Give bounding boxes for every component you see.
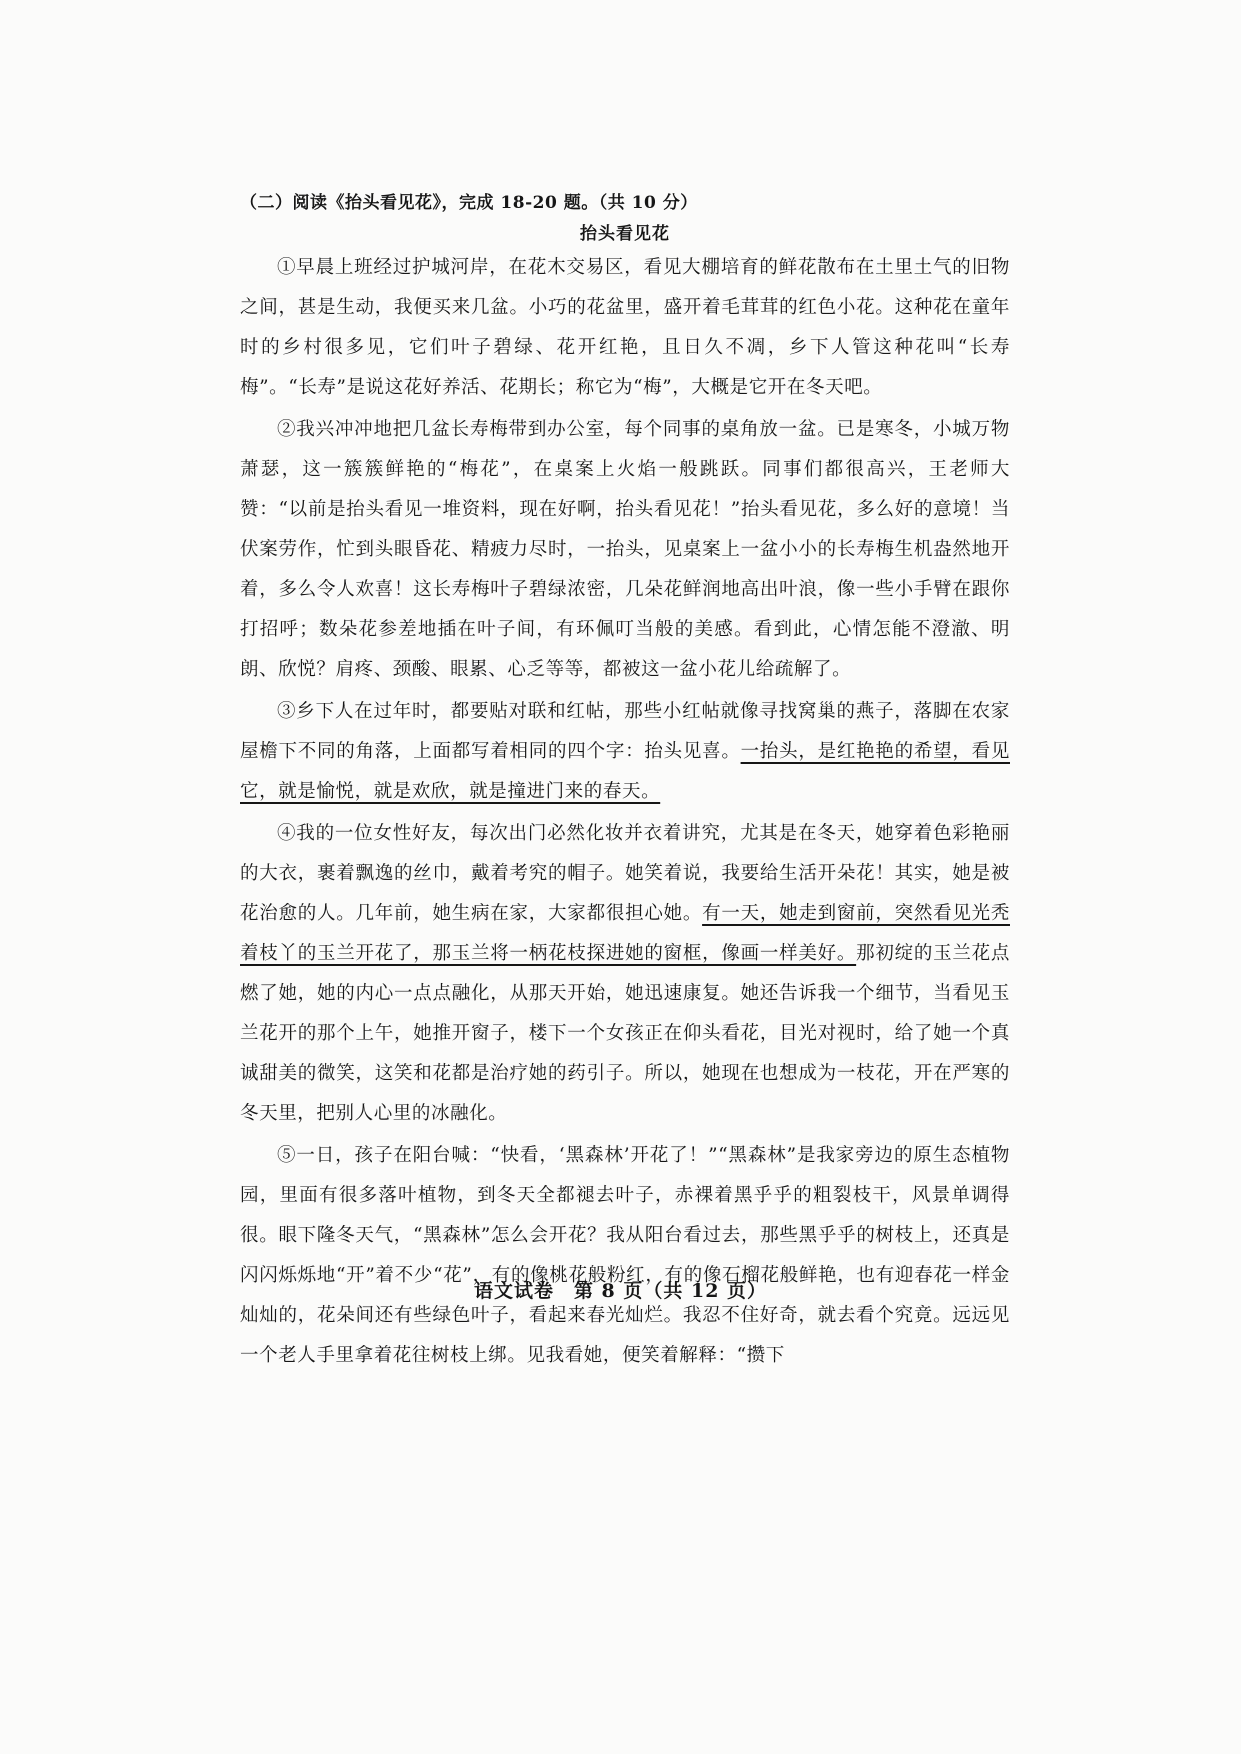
paragraph-3 [240,692,1010,812]
paragraph-1 [240,248,1010,408]
paragraph-text: ④我的一位女性好友，每次出门必然化妆并衣着讲究，尤其是在冬天，她穿着色彩艳丽的大衣，裹着飘逸的丝巾，戴着考究的帽子。她笑着说，我要给生活开朵花！其实，她是被花治愈的人。几年前，她生病在家，大家都很担心她。 [240,823,1010,924]
paragraph-4 [240,814,1010,1134]
paragraph-2 [240,410,1010,690]
paragraph-text: 那初绽的玉兰花点燃了她，她的内心一点点融化，从那天开始，她迅速康复。她还告诉我一个细节，当看见玉兰花开的那个上午，她推开窗子，楼下一个女孩正在仰头看花，目光对视时，给了她一个真诚甜美的微笑，这笑和花都是治疗她的药引子。所以，她现在也想成为一枝花，开在严寒的冬天里，把别人心里的冰融化。 [240,943,1010,1124]
paragraph-text: ①早晨上班经过护城河岸，在花木交易区，看见大棚培育的鲜花散布在土里土气的旧物之间，甚是生动，我便买来几盆。小巧的花盆里，盛开着毛茸茸的红色小花。这种花在童年时的乡村很多见，它们叶子碧绿、花开红艳，且日久不凋，乡下人管这种花叫“长寿梅”。“长寿”是说这花好养活、花期长；称它为“梅”，大概是它开在冬天吧。 [240,257,1010,398]
underlined-sentence: 有一天，她走到窗前，突然看见光秃着枝丫的玉兰开花了，那玉兰将一柄花枝探进她的窗框，像画一样美好。 [240,903,1010,964]
section-header: （二）阅读《抬头看见花》，完成 18-20 题。（共 10 分） [240,193,698,213]
page-footer: 语文试卷 第 8 页（共 12 页） [473,1280,768,1302]
paragraph-5 [240,1136,1010,1376]
underlined-sentence: 一抬头，是红艳艳的希望，看见它，就是愉悦，就是欢欣，就是撞进门来的春天。 [240,741,1010,802]
article-title: 抬头看见花 [580,224,670,244]
paragraph-text: ③乡下人在过年时，都要贴对联和红帖，那些小红帖就像寻找窝巢的燕子，落脚在农家屋檐下不同的角落，上面都写着相同的四个字：抬头见喜。 [240,701,1010,762]
reading-section [240,188,1010,1376]
paragraph-text: ⑤一日，孩子在阳台喊：“快看，‘黑森林’开花了！”“黑森林”是我家旁边的原生态植物园，里面有很多落叶植物，到冬天全都褪去叶子，赤裸着黑乎乎的粗裂枝干，风景单调得很。眼下隆冬天气，“黑森林”怎么会开花？我从阳台看过去，那些黑乎乎的树枝上，还真是闪闪烁烁地“开”着不少“花”，有的像桃花般粉红，有的像石榴花般鲜艳，也有迎春花一样金灿灿的，花朵间还有些绿色叶子，看起来春光灿烂。我忍不住好奇，就去看个究竟。远远见一个老人手里拿着花往树枝上绑。见我看她，便笑着解释：“攒下 [240,1145,1010,1366]
paragraph-text: ②我兴冲冲地把几盆长寿梅带到办公室，每个同事的桌角放一盆。已是寒冬，小城万物萧瑟，这一簇簇鲜艳的“梅花”，在桌案上火焰一般跳跃。同事们都很高兴，王老师大赞：“以前是抬头看见一堆资料，现在好啊，抬头看见花！”抬头看见花，多么好的意境！当伏案劳作，忙到头眼昏花、精疲力尽时，一抬头，见桌案上一盆小小的长寿梅生机盎然地开着，多么令人欢喜！这长寿梅叶子碧绿浓密，几朵花鲜润地高出叶浪，像一些小手臂在跟你打招呼；数朵花参差地插在叶子间，有环佩叮当般的美感。看到此，心情怎能不澄澈、明朗、欣悦？肩疼、颈酸、眼累、心乏等等，都被这一盆小花儿给疏解了。 [240,419,1010,680]
